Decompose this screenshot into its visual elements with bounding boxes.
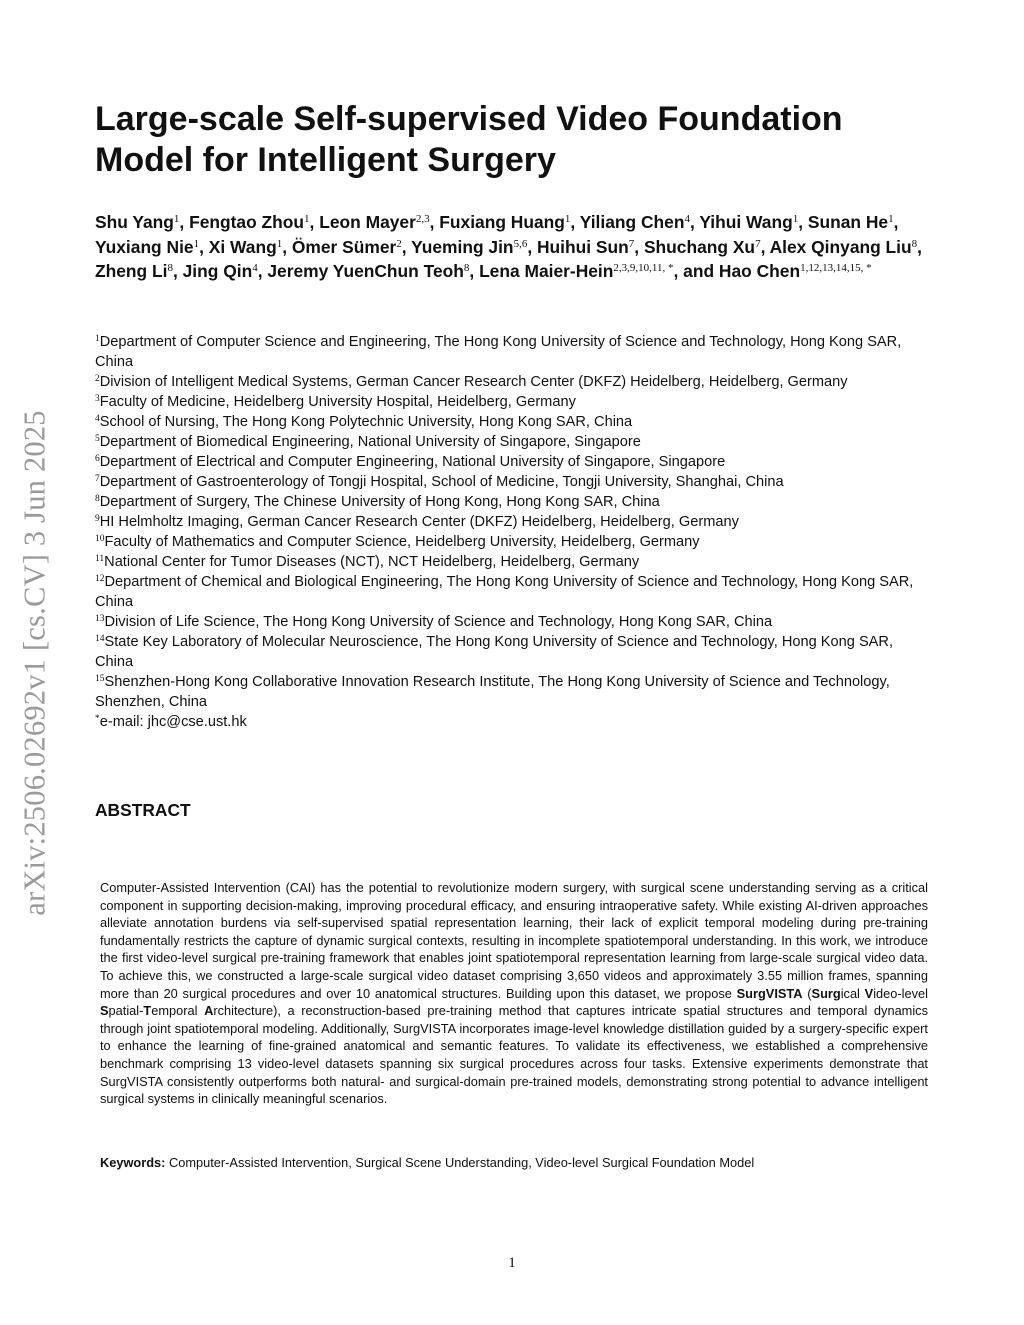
affiliation-text: Shenzhen-Hong Kong Collaborative Innovation Research Institute, The Hong Kong University of Science and Technology, Shenzhen, China bbox=[95, 674, 890, 710]
affiliation-item bbox=[95, 712, 935, 732]
acronym-letter: A bbox=[204, 1003, 214, 1019]
author-name: Sunan He bbox=[807, 212, 889, 232]
author-name: Fuxiang Huang bbox=[439, 212, 565, 232]
affiliation-item bbox=[95, 412, 935, 432]
affiliation-text: HI Helmholtz Imaging, German Cancer Research Center (DKFZ) Heidelberg, Heidelberg, Germany bbox=[99, 514, 739, 530]
affiliation-text: Department of Biomedical Engineering, National University of Singapore, Singapore bbox=[99, 434, 641, 450]
affiliation-text: Division of Intelligent Medical Systems, German Cancer Research Center (DKFZ) Heidelberg, Heidelberg, Germany bbox=[99, 374, 848, 390]
keywords-label: Keywords: bbox=[100, 1155, 166, 1170]
affiliation-item bbox=[95, 512, 935, 532]
acronym-letter: Surg bbox=[811, 985, 841, 1001]
acronym-rest: rchitecture bbox=[213, 1003, 274, 1019]
author-name: Shuchang Xu bbox=[643, 236, 756, 257]
keywords-text: Computer-Assisted Intervention, Surgical Scene Understanding, Video-level Surgical Foundation Model bbox=[168, 1155, 755, 1170]
author-affiliation-marker: 5,6 bbox=[513, 237, 528, 250]
author-list: Shu Yang$^1$, Fengtao Zhou$^1$, Leon Mayer$^{2,3}$, Fuxiang Huang$^1$, Yiliang Chen$^4$, Yihui Wang$^1$, Sunan He$^1$, Yuxiang Nie$^1$, Xi Wang$^1$, Ömer Sümer$^2$, Yueming Jin$^{5,6}$, Huihui Sun$^7$, Shuchang Xu$^7$, Alex Qinyang Liu$^8$, Zheng Li$^8$, Jing Qin$^4$, Jeremy YuenChun Teoh$^8$, Lena Maier-Hein$^{2,3,9,10,11, *}$, and Hao Chen$^{1,12,13,14,15, *}$ bbox=[95, 212, 922, 281]
affiliation-item bbox=[95, 572, 935, 612]
affiliation-item bbox=[95, 492, 935, 512]
author-affiliation-marker: 1 bbox=[173, 213, 180, 225]
author-affiliation-marker: 4 bbox=[684, 213, 690, 225]
author-name: Zheng Li bbox=[95, 261, 168, 281]
abstract-text-start: Computer-Assisted Intervention (CAI) has the potential to revolutionize modern surgery, with surgical scene understanding serving as a critical component in supporting decision-making, improving procedural efficacy, and ensuring intraoperative safety. While existing AI-driven approaches alleviate annotation burdens via self-supervised spatial representation learning, their lack of explicit temporal modeling during pre-training fundamentally restricts the capture of dynamic surgical contexts, resulting in incomplete spatiotemporal understanding. In this work, we introduce the first video-level surgical pre-training framework that enables joint spatiotemporal representation learning from large-scale surgical video data. To achieve this, we constructed a large-scale surgical video dataset comprising 3,650 videos and approximately 3.55 million frames, spanning more than 20 surgical procedures and over 10 anatomical structures. Building upon this dataset, we propose bbox=[100, 880, 928, 1001]
affiliation-number: 4 bbox=[95, 414, 100, 424]
affiliation-number: 13 bbox=[95, 614, 105, 624]
acronym-rest: ical bbox=[840, 985, 865, 1001]
author-affiliation-marker: 7 bbox=[628, 237, 635, 250]
affiliation-text: School of Nursing, The Hong Kong Polytechnic University, Hong Kong SAR, China bbox=[99, 414, 633, 430]
keywords bbox=[100, 1154, 928, 1172]
acronym-letter: S bbox=[100, 1003, 109, 1019]
affiliation-number: 14 bbox=[95, 634, 105, 644]
affiliation-item bbox=[95, 532, 935, 552]
affiliation-text: State Key Laboratory of Molecular Neuroscience, The Hong Kong University of Science and Technology, Hong Kong SAR, China bbox=[95, 634, 894, 670]
author-name: Hao Chen bbox=[718, 261, 801, 281]
author-affiliation-marker: 2,3,9,10,11, * bbox=[613, 262, 674, 274]
affiliation-number: 9 bbox=[95, 514, 100, 524]
affiliation-item bbox=[95, 432, 935, 452]
affiliation-text: Department of Electrical and Computer Engineering, National University of Singapore, Singapore bbox=[99, 454, 726, 470]
abstract-text-end: , a reconstruction-based pre-training method that captures intricate spatial structures and temporal dynamics through joint spatiotemporal modeling. Additionally, SurgVISTA incorporates image-level knowledge distillation guided by a surgery-specific expert to enhance the learning of fine-grained anatomical and semantic features. To validate its effectiveness, we established a comprehensive benchmark comprising 13 video-level datasets spanning six surgical procedures across four tasks. Extensive experiments demonstrate that SurgVISTA consistently outperforms both natural- and surgical-domain pre-trained models, demonstrating strong potential to advance intelligent surgical systems in clinically meaningful scenarios. bbox=[100, 1003, 928, 1107]
author-name: Fengtao Zhou bbox=[189, 212, 305, 232]
affiliation-text[interactable]: e-mail: jhc@cse.ust.hk bbox=[99, 714, 247, 730]
affiliation-number: 1 bbox=[95, 334, 100, 344]
affiliation-item bbox=[95, 612, 935, 632]
affiliation-item bbox=[95, 552, 935, 572]
affiliation-number: 2 bbox=[95, 374, 100, 384]
abstract-body: Computer-Assisted Intervention (CAI) has the potential to revolutionize modern surgery, with surgical scene understanding serving as a critical component in supporting decision-making, improving procedural efficacy, and ensuring intraoperative safety. While existing AI-driven approaches alleviate annotation burdens via self-supervised spatial representation learning, their lack of explicit temporal modeling during pre-training fundamentally restricts the capture of dynamic surgical contexts, resulting in incomplete spatiotemporal understanding. In this work, we introduce the first video-level surgical pre-training framework that enables joint spatiotemporal representation learning from large-scale surgical video data. To achieve this, we constructed a large-scale surgical video dataset comprising 3,650 videos and approximately 3.55 million frames, spanning more than 20 surgical procedures and over 10 anatomical structures. Building upon this dataset, we propose SurgVISTA (Surgical Video-level Spatial-Temporal Architecture), a reconstruction-based pre-training method that captures intricate spatial structures and temporal dynamics through joint spatiotemporal modeling. Additionally, SurgVISTA incorporates image-level knowledge distillation guided by a surgery-specific expert to enhance the learning of fine-grained anatomical and semantic features. To validate its effectiveness, we established a comprehensive benchmark comprising 13 video-level datasets spanning six surgical procedures across four tasks. Extensive experiments demonstrate that SurgVISTA consistently outperforms both natural- and surgical-domain pre-trained models, demonstrating strong potential to advance intelligent surgical systems in clinically meaningful scenarios. bbox=[100, 880, 928, 1107]
acronym-letter: V bbox=[864, 985, 874, 1001]
affiliation-number: 5 bbox=[95, 434, 100, 444]
affiliation-number: 15 bbox=[95, 674, 105, 684]
author-affiliation-marker: 1 bbox=[564, 213, 571, 225]
author-name: Lena Maier-Hein bbox=[479, 261, 614, 281]
affiliation-text: Department of Chemical and Biological Engineering, The Hong Kong University of Science and Technology, Hong Kong SAR, China bbox=[95, 574, 914, 610]
author-affiliation-marker: 1 bbox=[193, 237, 200, 250]
author-name: Shu Yang bbox=[95, 212, 174, 232]
affiliation-number: 11 bbox=[95, 554, 105, 564]
affiliation-text: Faculty of Mathematics and Computer Science, Heidelberg University, Heidelberg, Germany bbox=[104, 534, 700, 550]
affiliation-number: * bbox=[95, 714, 100, 724]
page-number: 1 bbox=[508, 1255, 516, 1271]
affiliation-item bbox=[95, 372, 935, 392]
author-name: Jing Qin bbox=[182, 261, 253, 281]
author-affiliation-marker: 1 bbox=[792, 213, 799, 225]
affiliation-item bbox=[95, 332, 935, 372]
author-affiliation-marker: 2,3 bbox=[415, 213, 430, 225]
paper-title: Large-scale Self-supervised Video Foundation Model for Intelligent Surgery bbox=[95, 100, 843, 179]
arxiv-watermark bbox=[10, 380, 60, 945]
author-affiliation-marker: 1 bbox=[888, 213, 894, 225]
author-name: Yihui Wang bbox=[699, 212, 793, 232]
author-name: Leon Mayer bbox=[319, 212, 416, 232]
affiliation-text: Department of Gastroenterology of Tongji Hospital, School of Medicine, Tongji University, Shanghai, China bbox=[99, 474, 784, 490]
affiliation-number: 8 bbox=[95, 494, 100, 504]
author-name: Ömer Sümer bbox=[291, 236, 397, 257]
affiliation-number: 12 bbox=[95, 574, 105, 584]
author-name: Alex Qinyang Liu bbox=[769, 236, 912, 257]
affiliation-item bbox=[95, 392, 935, 412]
abstract-heading: ABSTRACT bbox=[95, 800, 191, 820]
affiliation-item bbox=[95, 472, 935, 492]
affiliation-item bbox=[95, 672, 935, 712]
acronym-letter: T bbox=[143, 1003, 152, 1019]
affiliation-list bbox=[95, 332, 935, 732]
author-name: Jeremy YuenChun Teoh bbox=[267, 261, 464, 281]
acronym-rest: patial- bbox=[108, 1003, 144, 1019]
affiliation-number: 7 bbox=[95, 474, 100, 484]
author-affiliation-marker: 8 bbox=[167, 262, 173, 274]
arxiv-identifier[interactable]: arXiv:2506.02692v1 [cs.CV] 3 Jun 2025 bbox=[17, 409, 52, 916]
author-affiliation-marker: 8 bbox=[911, 237, 918, 250]
acronym-rest: ideo-level bbox=[873, 985, 928, 1001]
affiliation-number: 6 bbox=[95, 454, 100, 464]
author-affiliation-marker: 1,12,13,14,15, * bbox=[800, 262, 872, 274]
affiliation-item bbox=[95, 632, 935, 672]
affiliation-item bbox=[95, 452, 935, 472]
author-name: Huihui Sun bbox=[536, 236, 629, 257]
author-name: Xi Wang bbox=[208, 236, 277, 257]
model-name: SurgVISTA bbox=[736, 985, 803, 1001]
affiliation-text: National Center for Tumor Diseases (NCT), NCT Heidelberg, Heidelberg, Germany bbox=[104, 554, 640, 570]
author-affiliation-marker: 8 bbox=[463, 262, 470, 274]
affiliation-text: Division of Life Science, The Hong Kong University of Science and Technology, Hong Kong SAR, China bbox=[104, 614, 773, 630]
author-name: Yiliang Chen bbox=[579, 212, 685, 232]
affiliation-number: 10 bbox=[95, 534, 105, 544]
author-name: Yueming Jin bbox=[411, 236, 514, 257]
author-affiliation-marker: 1 bbox=[276, 237, 283, 250]
author-affiliation-marker: 7 bbox=[755, 237, 761, 250]
author-affiliation-marker: 4 bbox=[252, 262, 258, 274]
affiliation-number: 3 bbox=[95, 394, 100, 404]
affiliation-text: Department of Surgery, The Chinese University of Hong Kong, Hong Kong SAR, China bbox=[99, 494, 660, 510]
affiliation-text: Faculty of Medicine, Heidelberg University Hospital, Heidelberg, Germany bbox=[99, 394, 576, 410]
author-name: Yuxiang Nie bbox=[95, 236, 194, 257]
acronym-rest: emporal bbox=[151, 1003, 205, 1019]
author-affiliation-marker: 1 bbox=[304, 213, 310, 225]
affiliation-text: Department of Computer Science and Engineering, The Hong Kong University of Science and Technology, Hong Kong SAR, China bbox=[95, 334, 902, 370]
author-affiliation-marker: 2 bbox=[396, 237, 402, 250]
